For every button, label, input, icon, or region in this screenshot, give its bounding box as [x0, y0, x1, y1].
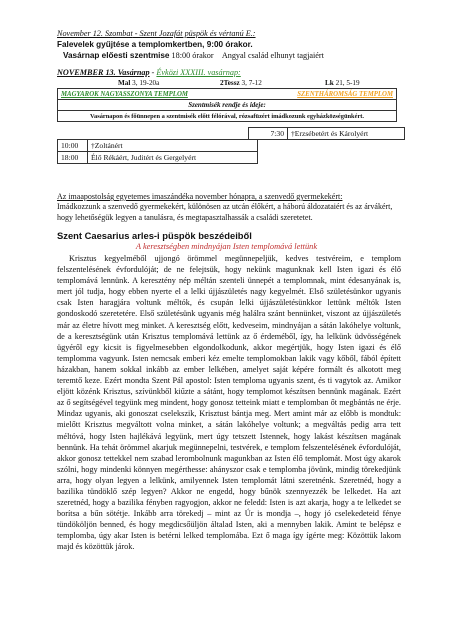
left-mass-time: 18:00 [58, 152, 88, 164]
nov13-date: NOVEMBER 13. Vasárnap [57, 68, 150, 77]
right-mass-time: 7:30 [249, 128, 288, 140]
leaf-collection-notice: Falevelek gyűjtése a templomkertben, 9:00 órakor. [57, 40, 253, 49]
vigil-mass-label: Vasárnap előesti szentmise [63, 51, 170, 60]
sermon-title: Szent Caesarius arles-i püspök beszédeiből [57, 230, 252, 241]
sermon-body [57, 253, 401, 553]
nov13-feast: Évközi XXXIII. vasárnap: [156, 68, 241, 77]
vigil-mass-intention: Angyal család elhunyt tagjaiért [221, 51, 324, 60]
right-church-header: SZENTHÁROMSÁG TEMPLOM [249, 89, 396, 100]
nov12-date: November 12. Szombat [57, 29, 133, 38]
right-mass-intention: †Erzsébetért és Károlyért [288, 128, 405, 140]
left-church-header: MAGYAROK NAGYASSZONYA TEMPLOM [58, 89, 250, 100]
vigil-mass-line [63, 51, 324, 60]
right-church-times [248, 127, 405, 140]
left-mass-intention: †Zoltánért [88, 140, 258, 152]
rosary-note: Vasárnapon és főünnepen a szentmisék előtt félórával, rózsafüzért imádkozunk egyházközségünkért. [58, 111, 397, 122]
nov12-heading [57, 29, 256, 38]
table-row [58, 152, 258, 164]
nov12-saint: - Szent Jozafát püspök és vértanú E.: [132, 29, 256, 38]
left-church-times [57, 139, 258, 164]
mass-schedule-table [57, 88, 397, 122]
sermon-subtitle: A keresztségben mindnyájan Isten templomává lettünk [135, 242, 318, 251]
left-mass-time: 10:00 [58, 140, 88, 152]
sermon-paragraph: Krisztus kegyelméből ujjongó örömmel megünnepeljük, kedves testvéreim, e templom felszentelésének évfordulóját; de ne felejtsük, hogy nekünk magunknak kell Isten igazi és élő templomává lennünk. A keresztény nép méltán szenteli ünnepét a templomnak, mint édesanyának is, mert jól tudja, hogy ebben nyerte el a lelki újjászületés nagy kegyelmét. Első születésünkor ugyanis csak Isten haragjára voltunk méltók, és csupán lelki újjászületésünkkor lettünk méltók Isten gondoskodó szeretetére. Első születésünk ugyanis még halálra szánt bennünket, viszont az újjászületés már az életre hívott meg minket. A keresztség előtt, kedveseim, mindnyájan a sátán lakóhelye voltunk, de a keresztségünk után Krisztus templomává lettünk az ő érdeméből, így, ha lelkünk üdvösségének ügyéről egy kicsit is figyelmesebben elgondolkodunk, akkor megértjük, hogy Isten igazi és élő templomma vagyunk. Isten nemcsak emberi kéz emelte templomokban lakik vagy kőből, fából épített házakban, hanem sokkal inkább az ember lelkében, amelyet saját képére formált és alkotott meg teremtő keze. Ezért mondta Szent Pál apostol: Isten temploma ugyanis szent, és ti vagytok az. Amikor eljött közénk Krisztus, szívünkből kiűzte a sátánt, hogy templomot készítsen bennünk magának. Ezért az ő segítségével tegyünk meg mindent, hogy gonosz tetteink miatt e templomban őt megbántás ne érje. Mindaz ugyanis, aki gonoszat cselekszik, Krisztust bántja meg. Mert amint már az előbb is mondtuk: mielőtt Krisztus megváltott volna minket, a sátán lakóhelye voltunk; a megváltás pedig arra tett méltóvá, hogy Isten hajlékává legyünk, mert úgy tetszett Istennek, hogy lakást készítsen magának bennünk. Ha tehát örömmel akarjuk megünnepelni, testvérek, e templom felszentelésének évfordulóját, akkor gonosz tettekkel nem szabad lerombolnunk magunkban az Isten élő templomát. Most úgy akarok szólni, hogy mindenki könnyen megérthesse: ahányszor csak e templomba jövünk, mindig törekedjünk arra, hogy olyan legyen a lelkünk, amilyennek Isten templomát látni szeretnénk. Szeretnéd, hogy a bazilika tündöklő szép legyen? Akkor ne engedd, hogy bűnök szennyezzék be lelkedet. Ha azt szeretnéd, hogy a bazilika fényben ragyogjon, akkor ne feledd: Isten is azt akarja, hogy a te lelkedet se borítsa a bűn sötétje. Inkább arra törekedj – mint az Úr is mondja –, hogy jó cselekedeteid fénye tündököljön benned, és hogy megdicsőüljön általad Isten, aki a mennyben lakik. Amint te belépsz e templomba, úgy akar Isten is betérni lelked templomába. Ezt ő maga így ígérte meg: Közöttük lakom majd és közöttük járok. [57, 254, 401, 552]
reading-1: Mal 3, 19-20a [118, 79, 160, 87]
reading-3: Lk 21, 5-19 [325, 79, 360, 87]
vigil-mass-time: 18:00 órakor [169, 51, 214, 60]
left-mass-intention: Élő Rékáért, Juditért és Gergelyért [88, 152, 258, 164]
nov13-dash: - [149, 68, 157, 77]
prayer-intention-heading: Az imaapostolság egyetemes imaszándéka november hónapra, a szenvedő gyermekekért: [57, 192, 343, 201]
nov13-heading [57, 68, 241, 77]
reading-2: 2Tessz 3, 7-12 [220, 79, 262, 87]
prayer-intention-text: Imádkozzunk a szenvedő gyermekekért, különösen az utcán élőkért, a háború áldozataiért és az árvákért, hogy lehetőségük legyen a tanulásra, és megtapasztalhassák a családi szeretetet. [57, 202, 393, 222]
table-row [58, 140, 258, 152]
mass-order-title: Szentmisék rendje és ideje: [58, 100, 397, 111]
